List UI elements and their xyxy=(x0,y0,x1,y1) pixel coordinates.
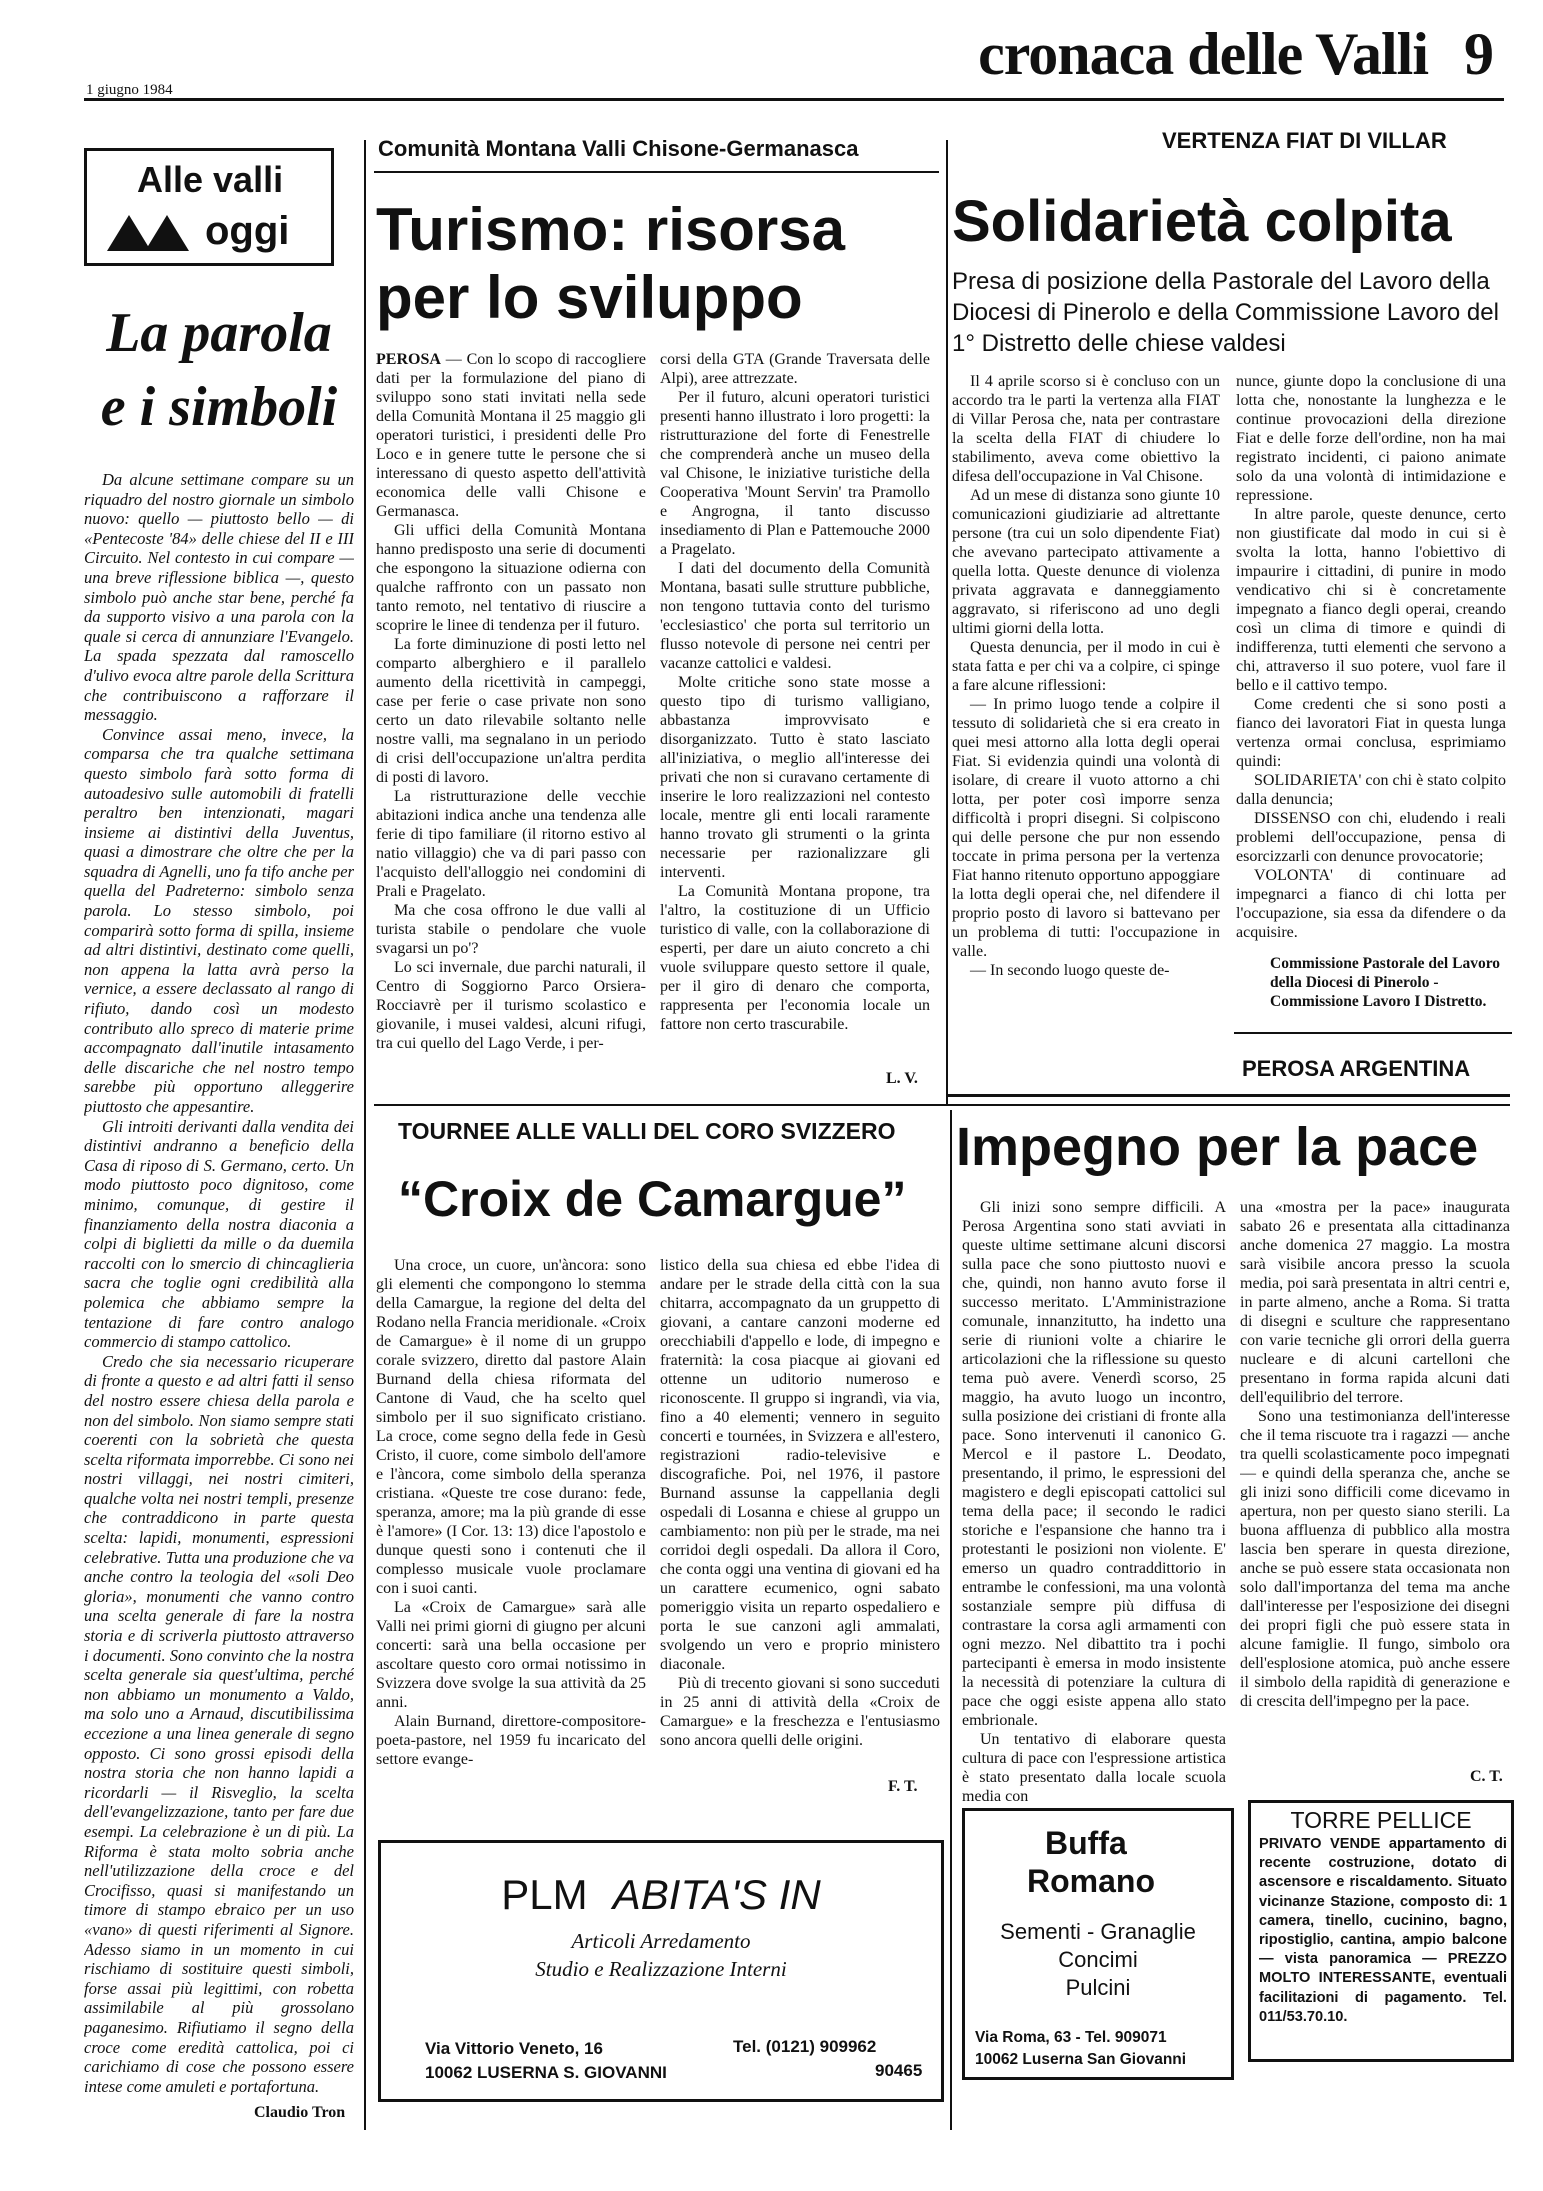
torre-text: PRIVATO VENDE appartamento di recente costruzione, dotato di ascensore e riscaldamento. Situato vicinanze Stazione, composto di: 1 camera, tinello, cucinino, bagno, ripostiglio, cantina, ampio balcone — vista panoramica — PREZZO MOLTO INTERESSANTE, eventuali facilitazioni di pagamento. Tel. 011/53.70.10. xyxy=(1259,1836,1507,2025)
turismo-paragraph: Ma che cosa offrono le due valli al turista stabile o pendolare che vuole svagarsi un po'? xyxy=(376,902,646,957)
mountains-icon xyxy=(107,213,197,253)
solidarieta-headline: Solidarietà colpita xyxy=(952,189,1452,254)
plm-ad-title xyxy=(381,1871,941,1919)
solidarieta-col1 xyxy=(952,372,1220,1027)
croix-paragraph: Più di trecento giovani si sono succeduti in 25 anni di attività della «Croix de Camargue» e la freschezza e l'entusiasmo sono ancora quelli delle origini. xyxy=(660,1675,940,1749)
page-number: 9 xyxy=(1464,21,1493,87)
pace-headline: Impegno per la pace xyxy=(956,1117,1479,1177)
solidarieta-bottom-rule xyxy=(1234,1032,1512,1034)
turismo-signature: L. V. xyxy=(886,1070,918,1087)
logo-line1: Alle valli xyxy=(137,159,284,200)
pace-kicker: PEROSA ARGENTINA xyxy=(1242,1056,1471,1081)
buffa-address2: 10062 Luserna San Giovanni xyxy=(975,2051,1187,2068)
turismo-headline xyxy=(376,196,845,332)
pace-paragraph: Sono una testimonianza dell'interesse che il tema riscuote tra i ragazzi — anche tra quelli scolasticamente poco impegnati — e quindi della speranza che, anche se gli inizi sono difficili come dicevamo in apertura, non per questo siano sterili. La buona affluenza di pubblico alla mostra lascia ben sperare in questa direzione, anche se può essere stata occasionata non solo dall'importanza del tema ma anche dall'interesse per l'esposizione dei disegni dei propri figli che può essere stata in alcune famiglie. Il fungo, simbolo ora dell'esplosione atomica, può anche essere il simbolo della rapidità di generazione e di crescita dell'impegno per la pace. xyxy=(1240,1408,1510,1710)
croix-signature: F. T. xyxy=(888,1778,918,1795)
pace-col2 xyxy=(1240,1198,1510,1768)
sidebar-divider xyxy=(364,140,366,2130)
turismo-paragraph: corsi della GTA (Grande Traversata delle Alpi), aree attrezzate. xyxy=(660,351,930,387)
turismo-dateline: PEROSA xyxy=(376,351,441,368)
turismo-col1 xyxy=(376,350,646,1090)
pace-paragraph: Un tentativo di elaborare questa cultura di pace con l'espressione artistica è stato presentato dalla locale scuola media con xyxy=(962,1731,1226,1805)
buffa-address1: Via Roma, 63 - Tel. 909071 xyxy=(975,2029,1167,2046)
plm-ad-tel: Tel. (0121) 909962 xyxy=(733,2037,877,2056)
turismo-kicker: Comunità Montana Valli Chisone-Germanasca xyxy=(378,136,859,161)
turismo-paragraph xyxy=(376,350,646,521)
logo-line2: oggi xyxy=(205,209,290,253)
buffa-line3: Pulcini xyxy=(1065,1975,1131,2000)
turismo-paragraph: La Comunità Montana propone, tra l'altro, la costituzione di un Ufficio turistico di valle, con la collaborazione di esperti, per dare un aiuto concreto a chi vuole sviluppare questo settore il quale, per il giro di denaro che comporta, rappresenta per l'economia locale un fattore non certo trascurabile. xyxy=(660,883,930,1033)
turismo-paragraph: Lo sci invernale, due parchi naturali, il Centro di Soggiorno Parco Orsiera-Rocciavrè per il turismo scolastico e giovanile, i musei valdesi, alcuni rifugi, tra cui quello del Lago Verde, i per- xyxy=(376,959,646,1052)
croix-paragraph: listico della sua chiesa ed ebbe l'idea di andare per le strade della città con la sua chitarra, accompagnato da un gruppetto di giovani, a cantare canzoni moderne ed orecchiabili d'appello e lode, di impegno e fraternità: la cosa piacque ai giovani ed ottenne un uditorio numeroso e riconoscente. Il gruppo si ingrandì, via via, fino a 40 elementi; vennero in seguito concerti e tournées, in Svizzera e all'estero, registrazioni radio-televisive e discografiche. Poi, nel 1976, il pastore Burnand assunse la cappellania degli ospedali di Losanna e chiese al gruppo un cambiamento: non più per le strade, ma nei corridoi degli ospedali. Da allora il Coro, che conta oggi una ventina di giovani ed ha un carattere ecumenico, ogni sabato pomeriggio visita un reparto ospedaliero e porta le sue canzoni agli ammalati, svolgendo un vero e proprio ministero diaconale. xyxy=(660,1257,940,1673)
plm-ad xyxy=(378,1840,944,2102)
turismo-paragraph: La forte diminuzione di posti letto nel comparto alberghiero e il parallelo aumento della ricettività in campeggi, case per ferie o case private non sono certo un dato rilevabile soltanto nelle nostre valli, ma segnalano in un periodo di crisi dell'occupazione un'altra perdita di posti di lavoro. xyxy=(376,636,646,786)
buffa-name2: Romano xyxy=(1027,1863,1155,1899)
mid-horizontal-rule xyxy=(374,1104,1510,1106)
plm-ad-line2: Studio e Realizzazione Interni xyxy=(535,1957,787,1981)
turismo-paragraph: Per il futuro, alcuni operatori turistici presenti hanno illustrato i loro progetti: la ristrutturazione del forte di Fenestrelle che comprenderà anche un museo della val Chisone, le iniziative turistiche della Cooperativa 'Mount Servin' tra Pramollo e Angrogna, il tanto discusso insediamento di Plan e Pattemouche 2000 a Pragelato. xyxy=(660,389,930,558)
sidebar-paragraph: Credo che sia necessario ricuperare di fronte a questo e ad altri fatti il senso del nostro essere chiesa della parola e non del simbolo. Non siamo sempre stati coerenti con la sobrietà che questa scelta riformata imporrebbe. Ci sono nei nostri villaggi, nei nostri cimiteri, qualche volta nei nostri templi, presenze che contraddicono in parte questa scelta: lapidi, monumenti, espressioni celebrative. Tutta una produzione che va anche contro la teologia del «soli Deo gloria», monumenti che vanno contro una scelta generale di fare la nostra storia e di scriverla piuttosto attraverso i documenti. Sono convinto che la nostra scelta generale sia quest'ultima, perché non abbiamo un monumento a Valdo, ma solo uno a Arnaud, discutibilissima eccezione a una linea generale di segno opposto. Ci sono grossi episodi della nostra storia che non hanno lapidi a ricordarli — il Risveglio, la scelta dell'evangelizzazione, tanto per fare due esempi. La celebrazione è un di più. La Riforma è stata molto sobria anche nell'utilizzazione della croce e del Crocifisso, quasi si manifestando un timore di stampo ebraico per un uso «vano» di questi riferimenti al Signore. Adesso siamo in un momento in cui rischiamo di sostituire questi simboli, forse assai più legittimi, con robetta assimilabile al più grossolano paganesimo. Rifiutiamo il segno della croce come eredità cattolica, poi ci carichiamo di cose che possono essere intese come amuleti e portafortuna. xyxy=(84,1351,354,2095)
plm-ad-tel2: 90465 xyxy=(875,2061,923,2080)
solidarieta-paragraph: Questa denuncia, per il modo in cui è stata fatta e per chi va a colpire, ci spinge a fare alcune riflessioni: xyxy=(952,639,1220,694)
sidebar-signature: Claudio Tron xyxy=(254,2104,346,2121)
sidebar-title-line2: e i simboli xyxy=(100,376,338,438)
sidebar-title xyxy=(84,296,354,444)
solidarieta-paragraph: nunce, giunte dopo la conclusione di una lotta che, nonostante la lunghezza e le continue provocazioni della direzione Fiat e delle forze dell'ordine, non ha mai registrato incidenti, ci paiono animate solo da una volontà di intimidazione e repressione. xyxy=(1236,373,1506,504)
plm-ad-address1: Via Vittorio Veneto, 16 xyxy=(425,2039,603,2058)
sidebar-logo-box xyxy=(84,148,334,266)
croix-col2 xyxy=(660,1256,940,1776)
torre-ad xyxy=(1248,1800,1514,2062)
sidebar-paragraph: Convince assai meno, invece, la comparsa che tra qualche settimana questo simbolo farà sotto forma di autoadesivo sulle automobili di fratelli peraltro ben intenzionati, magari insieme ai distintivi della Juventus, quasi a dimostrare che oltre che per la squadra di Agnelli, uno fa tifo anche per quella del Padreterno: simbolo senza parola. Lo stesso simbolo, poi comparirà sotto forma di spilla, insieme ad altri distintivi, destinato come quelli, non appena la latta avrà perso la vernice, a essere declassato al rango di rifiuto, dando così un modesto contributo allo spreco di materie prime accompagnato dall'inutile intasamento delle discariche che nel nostro tempo sarebbe più opportuno alleggerire piuttosto che appesantire. xyxy=(84,724,354,1116)
plm-ad-address2: 10062 LUSERNA S. GIOVANNI xyxy=(425,2063,667,2082)
torre-title: TORRE PELLICE xyxy=(1290,1807,1472,1833)
abitas-name: ABITA'S IN xyxy=(612,1871,821,1918)
header-rule xyxy=(84,98,1504,101)
turismo-headline-line1: Turismo: risorsa xyxy=(376,196,846,263)
turismo-paragraph: Molte critiche sono state mosse a questo tipo di turismo valligiano, abbastanza improvvisato e disorganizzato. Tutto è stato lasciato all'iniziativa, o meglio all'interesse dei privati che non si curavano certamente di inserire le loro realizzazioni nel contesto locale, mentre gli enti locali raramente hanno trovato gli strumenti o la grinta necessarie per razionalizzare gli interventi. xyxy=(660,674,930,881)
masthead-title: cronaca delle Valli xyxy=(978,21,1428,87)
croix-kicker: TOURNEE ALLE VALLI DEL CORO SVIZZERO xyxy=(398,1118,896,1144)
solidarieta-col2 xyxy=(1236,372,1506,952)
croix-headline: “Croix de Camargue” xyxy=(398,1171,907,1227)
turismo-kicker-rule xyxy=(374,171,939,173)
pace-col1 xyxy=(962,1198,1226,1813)
buffa-name1: Buffa xyxy=(1045,1825,1127,1861)
croix-paragraph: La «Croix de Camargue» sarà alle Valli nei primi giorni di giugno per alcuni concerti: sarà una bella occasione per ascoltare questo coro ormai notissimo in Svizzera dove svolge la sua attività da 25 anni. xyxy=(376,1599,646,1711)
solidarieta-subhead: Presa di posizione della Pastorale del Lavoro della Diocesi di Pinerolo e della Commissione Lavoro del 1° Distretto delle chiese valdesi xyxy=(952,268,1499,357)
turismo-paragraph: Gli uffici della Comunità Montana hanno predisposto una serie di documenti che espongono la situazione odierna con qualche raffronto con un passato non tanto remoto, nel tentativo di riuscire a scoprire le linee di tendenza per il futuro. xyxy=(376,522,646,634)
turismo-paragraph-text: — Con lo scopo di raccogliere dati per la formulazione del piano di sviluppo sono stati invitati nella sede della Comunità Montana il 25 maggio gli operatori turistici, i presidenti delle Pro Loco e in genere tutte le persone che si interessano di questo aspetto dell'attività economica delle valli Chisone e Germanasca. xyxy=(376,351,646,520)
croix-paragraph: Una croce, un cuore, un'àncora: sono gli elementi che compongono lo stemma della Camargue, la regione del delta del Rodano nella Francia meridionale. «Croix de Camargue» è il nome di un gruppo corale svizzero, diretto dal pastore Alain Burnand della chiesa riformata del Cantone di Vaud, che ha scelto quel simbolo per il suo significato cristiano. La croce, come segno della fede in Gesù Cristo, il cuore, come simbolo dell'amore e l'àncora, come simbolo della speranza cristiana. «Queste tre cose durano: fede, speranza, amore; ma la più grande di esse è l'amore» (I Cor. 13: 13) dice l'apostolo e dunque questi sono i contenuti che il complesso musicale vuole proclamare con i suoi canti. xyxy=(376,1257,646,1597)
solidarieta-paragraph: Ad un mese di distanza sono giunte 10 comunicazioni giudiziarie ad altrettante persone (tra cui un solo dipendente Fiat) che avevano partecipato attivamente a quella lotta. Queste denunce di violenza privata aggravata e danneggiamento aggravato, si riferiscono ad uno degli ultimi giorni della lotta. xyxy=(952,487,1220,637)
solidarieta-paragraph: Il 4 aprile scorso si è concluso con un accordo tra le parti la vertenza alla FIAT di Villar Perosa che, nata per contrastare la scelta della FIAT di chiudere lo stabilimento, aveva come obiettivo la difesa dell'occupazione in Val Chisone. xyxy=(952,373,1220,485)
masthead xyxy=(978,20,1493,89)
solidarieta-paragraph: VOLONTA' di continuare ad impegnarci a fianco di chi lotta per l'occupazione, sia essa da difendere o da acquisire. xyxy=(1236,867,1506,941)
croix-col1 xyxy=(376,1256,646,1818)
pace-signature: C. T. xyxy=(1470,1768,1503,1785)
sidebar-paragraph: Gli introiti derivanti dalla vendita dei distintivi andranno a beneficio della Casa di riposo di S. Germano, certo. Un modo piuttosto poco dignitoso, come minimo, comunque, di gestire il finanziamento della nostra diaconia a colpi di biglietti da mille o da duemila raccolti con lo smercio di chincaglieria sacra che toglie ogni credibilità alla polemica che abbiamo sempre la tentazione di fare contro analogo commercio di stampo cattolico. xyxy=(84,1116,354,1352)
sidebar-title-line1: La parola xyxy=(106,302,332,364)
solidarieta-paragraph: — In secondo luogo queste de- xyxy=(970,962,1170,979)
pace-paragraph: una «mostra per la pace» inaugurata sabato 26 e presentata alla cittadinanza anche domenica 27 maggio. La mostra sarà visibile ancora presso la scuola media, poi sarà presentata in altri centri e, in parte almeno, anche a Roma. Si tratta di disegni e sculture che rappresentano con varie tecniche gli orrori della guerra nucleare e di alcuni cartelloni che presentano in forma rapida alcuni dati dell'equilibrio del terrore. xyxy=(1240,1199,1510,1406)
issue-date: 1 giugno 1984 xyxy=(86,82,173,98)
buffa-line2: Concimi xyxy=(1058,1947,1138,1972)
buffa-line1: Sementi - Granaglie xyxy=(1000,1919,1196,1944)
turismo-paragraph: I dati del documento della Comunità Montana, basati sulle strutture pubbliche, non tengono tuttavia conto del turismo 'ecclesiastico' che porta sul territorio un flusso notevole di persone nei centri per vacanze cattolici e valdesi. xyxy=(660,560,930,672)
buffa-ad xyxy=(962,1808,1234,2080)
croix-paragraph: Alain Burnand, direttore-compositore-poeta-pastore, nel 1959 fu incaricato del settore evange- xyxy=(376,1713,646,1768)
solidarieta-paragraph: Come credenti che si sono posti a fianco dei lavoratori Fiat in questa lunga vertenza ormai conclusa, esprimiamo quindi: xyxy=(1236,696,1506,770)
turismo-col2 xyxy=(660,350,930,1070)
solidarieta-kicker: VERTENZA FIAT DI VILLAR xyxy=(1162,128,1447,153)
solidarieta-paragraph: — In primo luogo tende a colpire il tessuto di solidarietà che si era creato in quei mesi attorno alla lotta degli operai Fiat. Si evidenzia quindi una volontà di isolare, di creare il vuoto attorno a chi lotta, per poter così imporre senza difficoltà i propri disegni. Si colpiscono qui delle persone che pur non essendo toccate in prima persona per la vertenza Fiat hanno ritenuto opportuno appoggiare la lotta degli operai che, nel difendere il proprio posto di lavoro si battevano per un problema di tutti: l'occupazione in valle. xyxy=(952,696,1220,960)
plm-name: PLM xyxy=(501,1871,588,1918)
turismo-divider xyxy=(946,140,948,1105)
sidebar-paragraph: Da alcune settimane compare su un riquadro del nostro giornale un simbolo nuovo: quello — piuttosto bello — di «Pentecoste '84» delle chiese del II e III Circuito. Nel contesto in cui compare — una breve riflessione biblica —, questo simbolo può anche star bene, perché fa da supporto visivo a una parola con la quale si cerca di annunziare l'Evangelo. La spada spezzata dal ramoscello d'ulivo evoca altre parole della Scrittura che contribuiscono a rafforzare il messaggio. xyxy=(84,470,354,725)
solidarieta-signature: Commissione Pastorale del Lavoro della Diocesi di Pinerolo - Commissione Lavoro I Distretto. xyxy=(1270,955,1501,1010)
pace-kicker-rule xyxy=(948,1094,1510,1097)
turismo-headline-line2: per lo sviluppo xyxy=(376,264,803,331)
solidarieta-paragraph: In altre parole, queste denunce, certo non giustificate dal modo in cui si è svolta la lotta, hanno l'obiettivo di impaurire i cittadini, di punire in modo vendicativo chi si è concretamente impegnato a fianco degli operai, creando così un clima di timore e quindi di indifferenza, tutti elementi che servono a chi, attraverso il suo potere, vuol fare il bello e il cattivo tempo. xyxy=(1236,506,1506,694)
solidarieta-paragraph: DISSENSO con chi, eludendo i reali problemi dell'occupazione, pensa di esorcizzarli con denunce provocatorie; xyxy=(1236,810,1506,865)
turismo-paragraph: La ristrutturazione delle vecchie abitazioni indica anche una tendenza alle ferie di tipo familiare (il ritorno estivo al natio villaggio) che va di pari passo con l'acquisto dell'alloggio nei condomini di Prali e Pragelato. xyxy=(376,788,646,900)
sidebar-article-body xyxy=(84,470,354,2095)
solidarieta-paragraph: SOLIDARIETA' con chi è stato colpito dalla denuncia; xyxy=(1236,772,1506,808)
plm-ad-line1: Articoli Arredamento xyxy=(571,1929,751,1953)
croix-divider xyxy=(950,1110,952,2130)
pace-paragraph: Gli inizi sono sempre difficili. A Perosa Argentina sono stati avviati in queste ultime settimane alcuni discorsi sulla pace che sono piuttosto nuovi e che, quindi, non hanno avuto forse il successo meritato. L'Amministrazione comunale, innanzitutto, ha indetto una serie di riunioni volte a chiarire le articolazioni che la riflessione su questo tema può avere. Venerdì scorso, 25 maggio, ha avuto luogo un incontro, sulla posizione dei cristiani di fronte alla pace. Sono intervenuti il canonico G. Mercol e il pastore L. Deodato, presentando, il primo, le espressioni del magistero e degli episcopati cattolici sul tema della pace; il secondo le radici storiche e l'espansione che hanno tra i protestanti le posizioni non violente. E' emerso un quadro contraddittorio in entrambe le confessioni, ma una volontà sostanziale sempre più diffusa di contrastare la corsa agli armamenti con ogni mezzo. Nel dibattito tra i pochi partecipanti è emersa in modo insistente la necessità di potenziare la cultura di pace che oggi esiste appena allo stato embrionale. xyxy=(962,1199,1226,1729)
